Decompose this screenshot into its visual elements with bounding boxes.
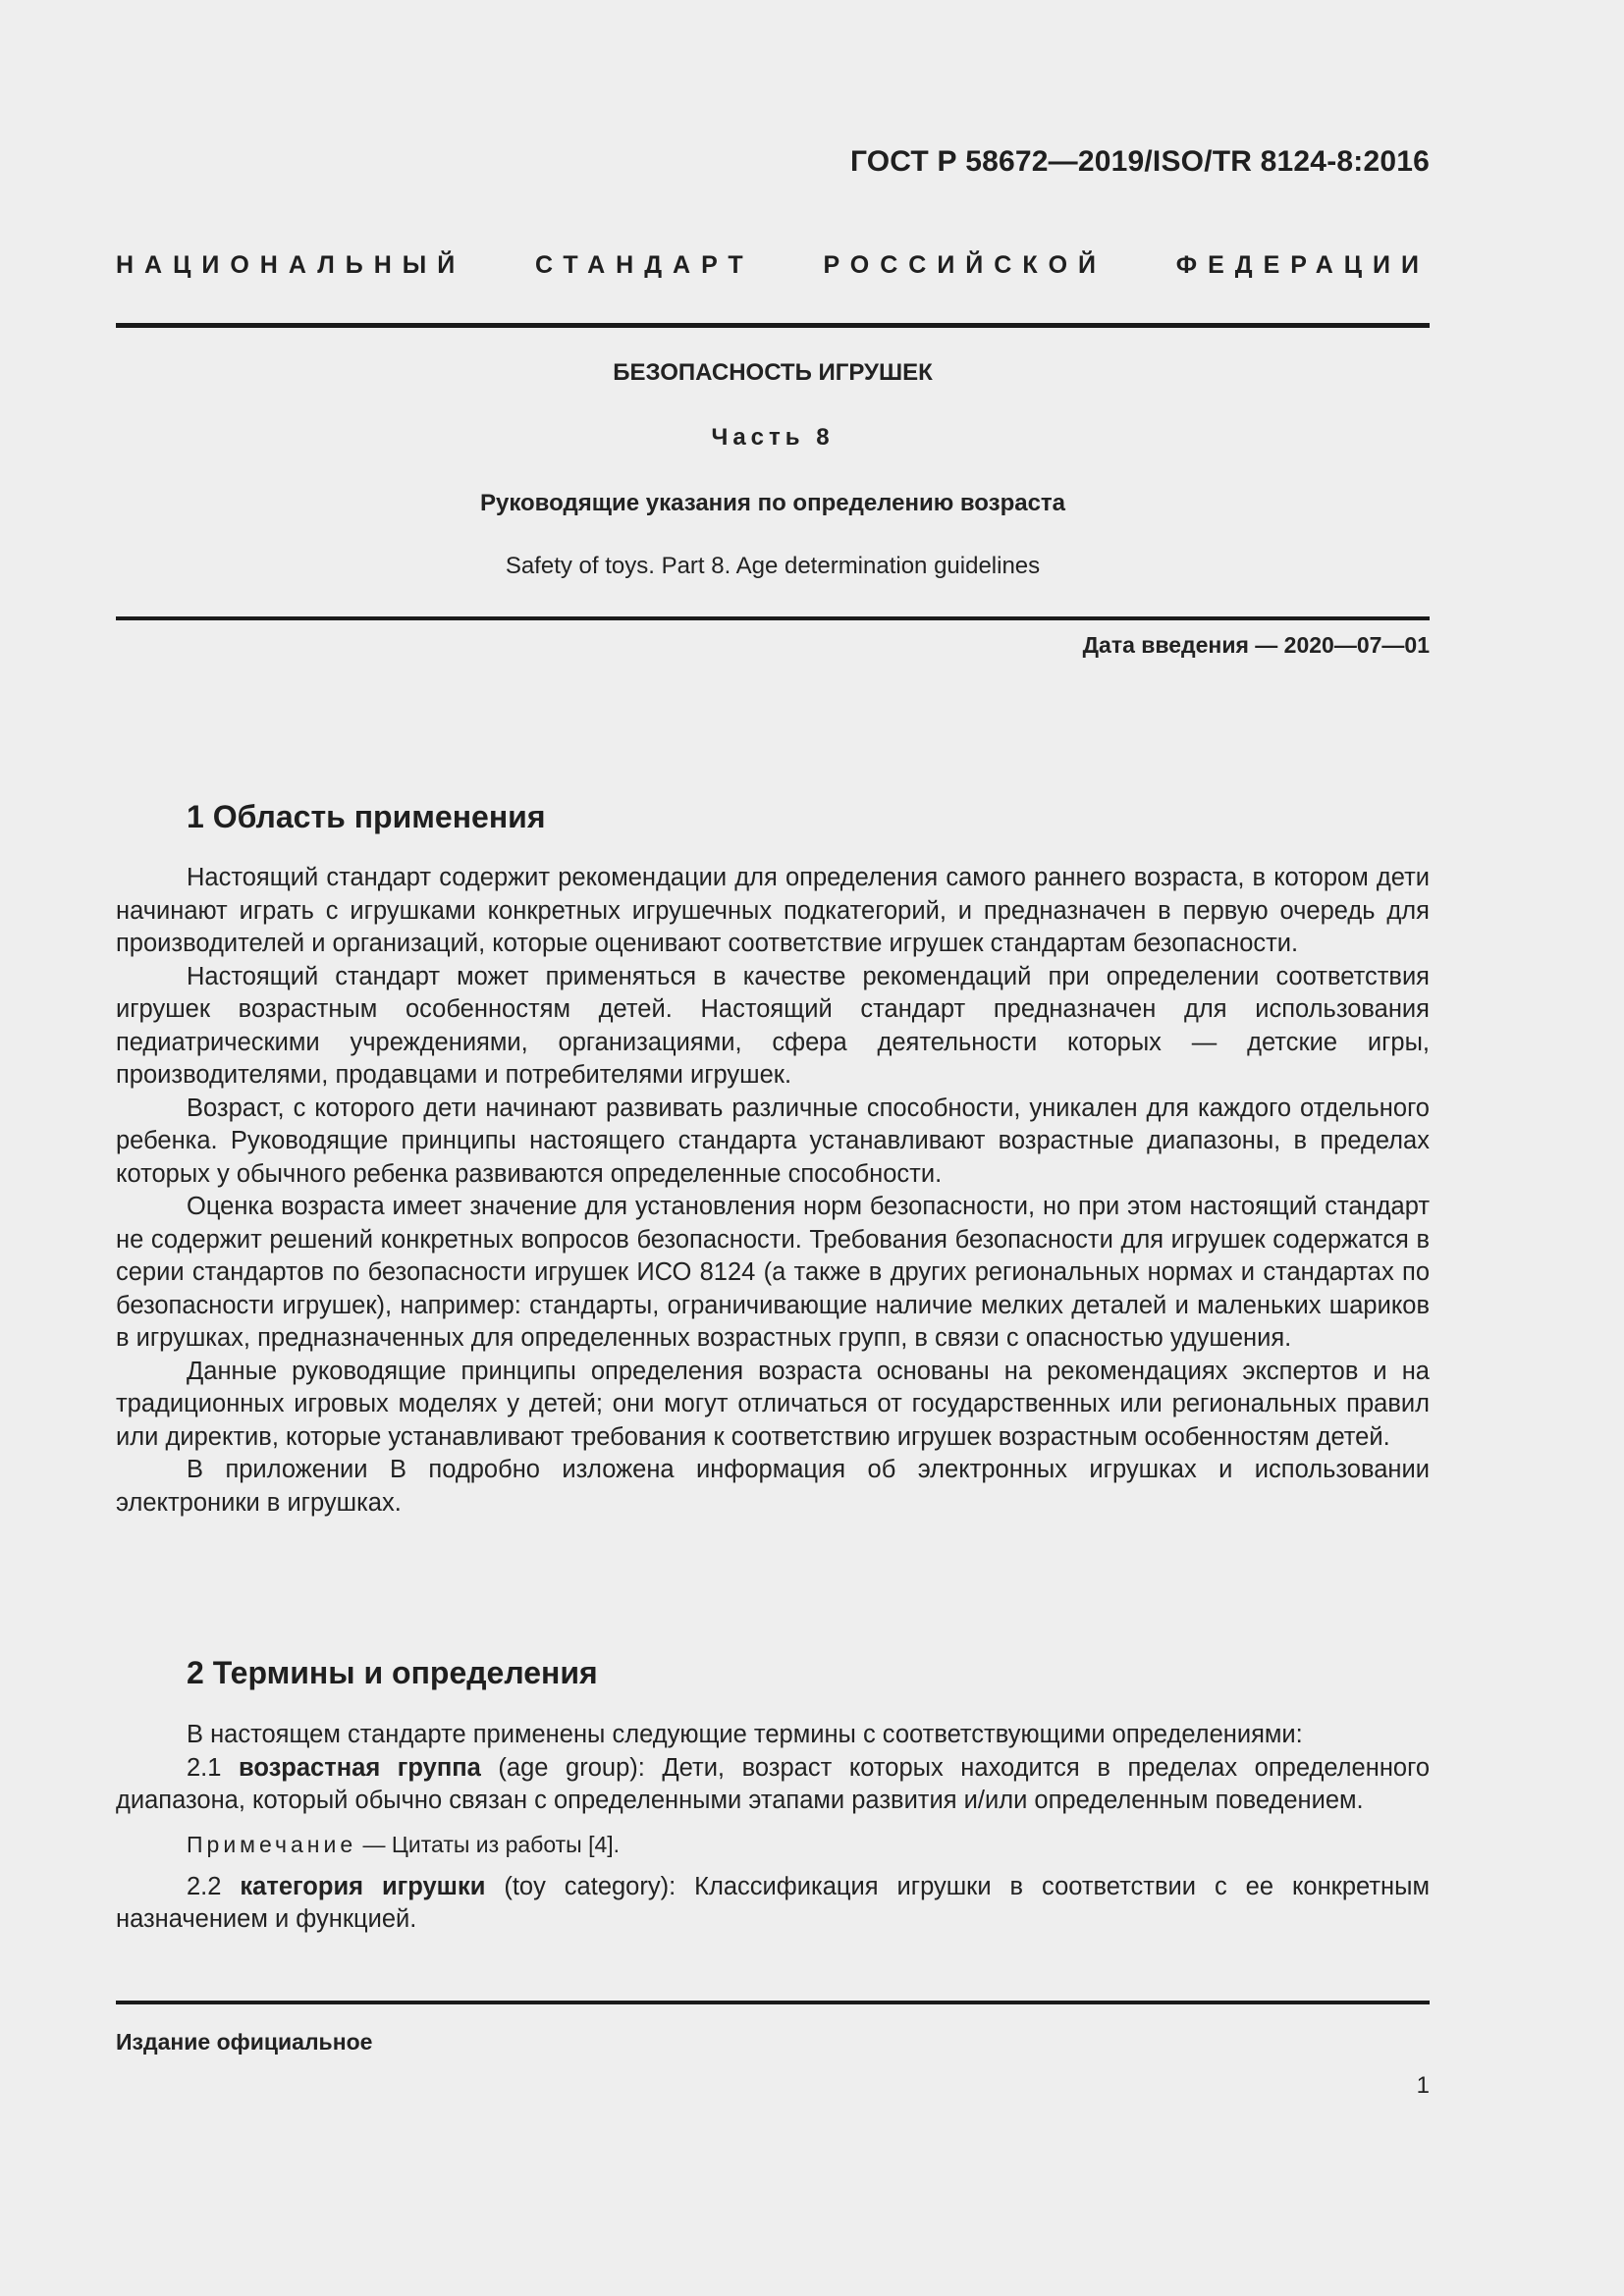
- standard-code: ГОСТ Р 58672—2019/ISO/TR 8124-8:2016: [849, 145, 1430, 178]
- term-name: возрастная группа: [239, 1753, 481, 1782]
- footer-rule: [116, 2001, 1430, 2004]
- top-rule: [116, 323, 1430, 328]
- english-title: Safety of toys. Part 8. Age determination guidelines: [505, 553, 1041, 579]
- note: [116, 1830, 1430, 1859]
- section-1: [116, 799, 1430, 1520]
- term-number: 2.2: [187, 1872, 222, 1900]
- term-definition: (age group): Дети, возраст которых находится в пределах определенного диапазона, который обычно связан с определенными этапами развития и/или определенным поведением.: [116, 1753, 1431, 1814]
- section-1-paragraph: Настоящий стандарт может применяться в качестве рекомендаций при определении соответствия игрушек возрастным особенностям детей. Настоящий стандарт предназначен для использования педиатрическими учреждениями, организациями, сфера деятельности которых — детские игры, производителями, продавцами и потребителями игрушек.: [116, 962, 1430, 1089]
- section-1-heading: 1 Область применения: [187, 799, 546, 834]
- term-2-2: [116, 1871, 1430, 1937]
- section-2: [116, 1655, 1430, 1937]
- section-1-paragraph: Оценка возраста имеет значение для установления норм безопасности, но при этом настоящий стандарт не содержит решений конкретных вопросов безопасности. Требования безопасности для игрушек содержатся в серии стандартов по безопасности игрушек ИСО 8124 (а также в других региональных нормах и стандартах по безопасности игрушек), например: стандарты, ограничивающие наличие мелких деталей и маленьких шариков в игрушках, предназначенных для определенных возрастных групп, в связи с опасностью удушения.: [116, 1193, 1430, 1352]
- term-definition: (toy category): Классификация игрушки в соответствии с ее конкретным назначением и функцией.: [116, 1872, 1430, 1933]
- introduction-date: Дата введения — 2020—07—01: [1082, 632, 1430, 658]
- term-2-1: [116, 1752, 1430, 1818]
- section-2-intro: В настоящем стандарте применены следующие термины с соответствующими определениями:: [187, 1721, 1303, 1748]
- term-number: 2.1: [187, 1753, 222, 1782]
- title-rule: [116, 616, 1430, 620]
- section-2-heading: 2 Термины и определения: [187, 1655, 598, 1690]
- document-subtitle: Руководящие указания по определению возраста: [479, 490, 1066, 516]
- section-1-paragraph: Возраст, с которого дети начинают развивать различные способности, уникален для каждого отдельного ребенка. Руководящие принципы настоящего стандарта устанавливают возрастные диапазоны, в пределах которых у обычного ребенка развиваются определенные способности.: [116, 1094, 1430, 1188]
- part-label: Часть 8: [711, 424, 835, 451]
- section-1-paragraph: Данные руководящие принципы определения возраста основаны на рекомендациях экспертов и на традиционных игровых моделях у детей; они могут отличаться от государственных или региональных правил или директив, которые устанавливают требования к соответствию игрушек возрастным особенностям детей.: [116, 1357, 1430, 1451]
- national-standard-label: НАЦИОНАЛЬНЫЙ СТАНДАРТ РОССИЙСКОЙ ФЕДЕРАЦИИ: [116, 251, 1430, 279]
- note-text: — Цитаты из работы [4].: [362, 1831, 621, 1857]
- official-edition-label: Издание официальное: [116, 2029, 373, 2055]
- note-label: Примечание: [187, 1831, 357, 1857]
- term-name: категория игрушки: [240, 1872, 486, 1900]
- section-1-paragraph: В приложении В подробно изложена информация об электронных игрушках и использовании электроники в игрушках.: [116, 1456, 1430, 1517]
- page-number: 1: [1416, 2072, 1430, 2099]
- section-1-paragraph: Настоящий стандарт содержит рекомендации для определения самого раннего возраста, в котором дети начинают играть с игрушками конкретных игрушечных подкатегорий, и предназначен в первую очередь для производителей и организаций, которые оценивают соответствие игрушек стандартам безопасности.: [116, 864, 1430, 957]
- document-title: БЕЗОПАСНОСТЬ ИГРУШЕК: [613, 359, 933, 386]
